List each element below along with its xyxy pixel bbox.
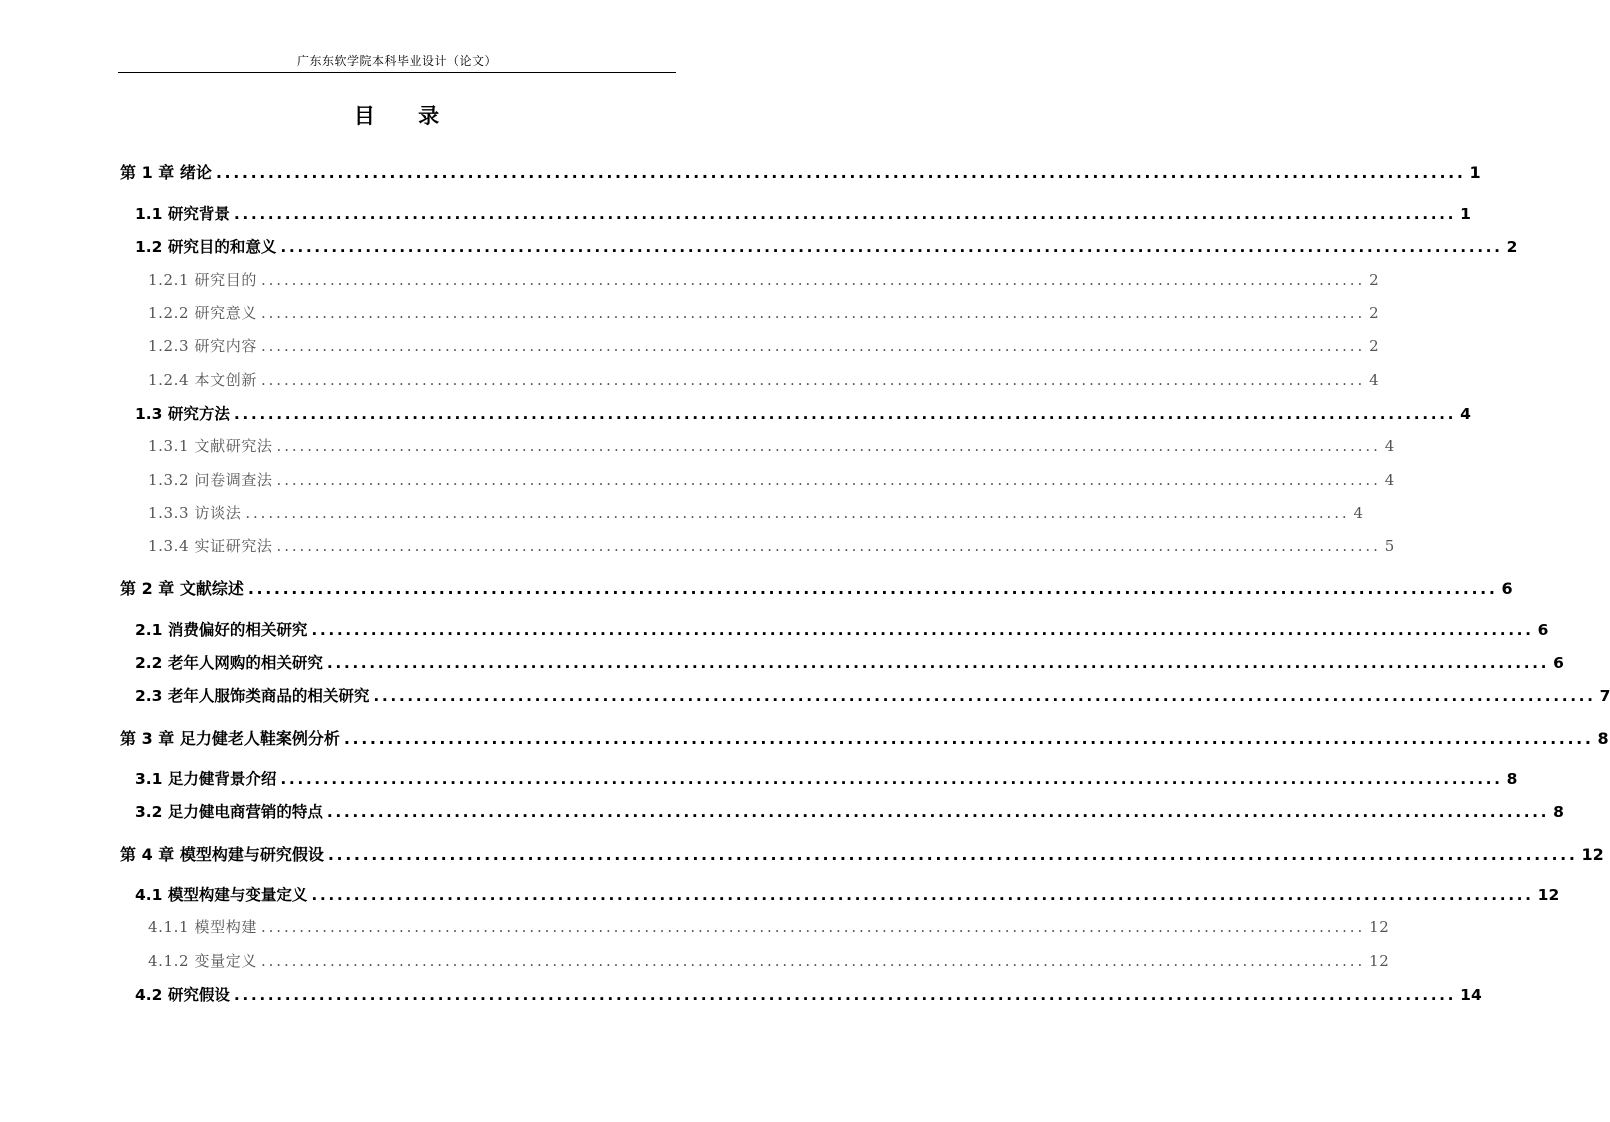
toc-entry-label: 1.2.4 本文创新 bbox=[148, 371, 257, 389]
toc-entry-page: 8 bbox=[1553, 803, 1564, 821]
dot-leader: ................................................................................................................................................ bbox=[215, 163, 1466, 182]
toc-entry-page: 4 bbox=[1460, 405, 1471, 423]
toc-entry-label: 2.3 老年人服饰类商品的相关研究 bbox=[135, 687, 370, 705]
dot-leader: ................................................................................................................................................ bbox=[280, 770, 1503, 788]
toc-entry-page: 2 bbox=[1369, 304, 1380, 322]
toc-entry-label: 1.3.1 文献研究法 bbox=[148, 437, 273, 455]
toc-entry-page: 4 bbox=[1384, 437, 1395, 455]
toc-entry-page: 7 bbox=[1599, 687, 1610, 705]
toc-entry-1-2-1[interactable] bbox=[148, 269, 1380, 290]
toc-entry-1-1[interactable] bbox=[135, 202, 1471, 224]
toc-entry-label: 1.3.2 问卷调查法 bbox=[148, 471, 273, 489]
toc-entry-4-1-2[interactable] bbox=[148, 950, 1390, 971]
toc-entry-label: 第 2 章 文献综述 bbox=[120, 579, 244, 598]
toc-entry-1-2[interactable] bbox=[135, 235, 1518, 257]
toc-entry-label: 3.1 足力健背景介绍 bbox=[135, 770, 277, 788]
toc-entry-label: 4.2 研究假设 bbox=[135, 986, 230, 1004]
dot-leader: ................................................................................................................................................ bbox=[260, 371, 1366, 389]
toc-entry-page: 4 bbox=[1369, 371, 1380, 389]
dot-leader: ................................................................................................................................................ bbox=[326, 654, 1550, 672]
toc-entry-1-2-2[interactable] bbox=[148, 302, 1380, 323]
dot-leader: ................................................................................................................................................ bbox=[260, 952, 1366, 970]
toc-entry-1-2-3[interactable] bbox=[148, 335, 1380, 356]
toc-entry-chapter-1[interactable] bbox=[120, 160, 1481, 183]
toc-entry-page: 8 bbox=[1506, 770, 1518, 788]
toc-entry-3-1[interactable] bbox=[135, 767, 1518, 789]
toc-entry-label: 1.2.1 研究目的 bbox=[148, 271, 257, 289]
dot-leader: ................................................................................................................................................ bbox=[343, 729, 1594, 748]
toc-entry-page: 12 bbox=[1369, 918, 1390, 936]
toc-entry-2-2[interactable] bbox=[135, 651, 1564, 673]
toc-entry-1-3-3[interactable] bbox=[148, 502, 1364, 523]
toc-entry-label: 第 1 章 绪论 bbox=[120, 163, 212, 182]
toc-entry-page: 8 bbox=[1597, 729, 1609, 748]
toc-entry-4-1-1[interactable] bbox=[148, 916, 1390, 937]
toc-entry-label: 1.3.4 实证研究法 bbox=[148, 537, 273, 555]
toc-entry-4-2[interactable] bbox=[135, 983, 1482, 1005]
dot-leader: ................................................................................................................................................ bbox=[260, 337, 1366, 355]
dot-leader: ................................................................................................................................................ bbox=[326, 803, 1550, 821]
toc-title: 目 录 bbox=[353, 104, 458, 128]
toc-entry-chapter-3[interactable] bbox=[120, 726, 1609, 749]
toc-entry-page: 14 bbox=[1460, 986, 1482, 1004]
dot-leader: ................................................................................................................................................ bbox=[311, 621, 1534, 639]
toc-entry-label: 1.2 研究目的和意义 bbox=[135, 238, 277, 256]
toc-entry-label: 1.3 研究方法 bbox=[135, 405, 230, 423]
toc-entry-page: 5 bbox=[1384, 537, 1395, 555]
dot-leader: ................................................................................................................................................ bbox=[276, 471, 1381, 489]
toc-entry-page: 4 bbox=[1353, 504, 1364, 522]
toc-entry-2-3[interactable] bbox=[135, 684, 1610, 706]
toc-entry-chapter-4[interactable] bbox=[120, 842, 1604, 865]
toc-entry-label: 4.1 模型构建与变量定义 bbox=[135, 886, 308, 904]
dot-leader: ................................................................................................................................................ bbox=[280, 238, 1503, 256]
toc-entry-page: 12 bbox=[1581, 845, 1604, 864]
toc-entry-label: 1.3.3 访谈法 bbox=[148, 504, 242, 522]
toc-entry-1-3[interactable] bbox=[135, 402, 1471, 424]
toc-entry-label: 2.1 消费偏好的相关研究 bbox=[135, 621, 308, 639]
toc-entry-label: 2.2 老年人网购的相关研究 bbox=[135, 654, 323, 672]
toc-entry-label: 3.2 足力健电商营销的特点 bbox=[135, 803, 323, 821]
toc-entry-page: 6 bbox=[1537, 621, 1549, 639]
dot-leader: ................................................................................................................................................ bbox=[260, 918, 1366, 936]
toc-entry-page: 6 bbox=[1501, 579, 1513, 598]
dot-leader: ................................................................................................................................................ bbox=[311, 886, 1534, 904]
toc-entry-4-1[interactable] bbox=[135, 883, 1560, 905]
toc-entry-page: 2 bbox=[1369, 271, 1380, 289]
dot-leader: ................................................................................................................................................ bbox=[233, 405, 1457, 423]
toc-entry-3-2[interactable] bbox=[135, 800, 1564, 822]
dot-leader: ................................................................................................................................................ bbox=[276, 537, 1381, 555]
toc-entry-1-3-2[interactable] bbox=[148, 469, 1395, 490]
dot-leader: ................................................................................................................................................ bbox=[233, 205, 1457, 223]
dot-leader: ................................................................................................................................................ bbox=[245, 504, 1350, 522]
toc-entry-label: 4.1.1 模型构建 bbox=[148, 918, 257, 936]
toc-entry-label: 第 4 章 模型构建与研究假设 bbox=[120, 845, 324, 864]
toc-entry-page: 12 bbox=[1369, 952, 1390, 970]
toc-entry-label: 1.2.3 研究内容 bbox=[148, 337, 257, 355]
toc-entry-1-3-1[interactable] bbox=[148, 435, 1395, 456]
toc-entry-label: 4.1.2 变量定义 bbox=[148, 952, 257, 970]
dot-leader: ................................................................................................................................................ bbox=[276, 437, 1381, 455]
dot-leader: ................................................................................................................................................ bbox=[260, 271, 1366, 289]
toc-entry-page: 6 bbox=[1553, 654, 1564, 672]
page-header: 广东东软学院本科毕业设计（论文） bbox=[296, 54, 497, 68]
toc-entry-chapter-2[interactable] bbox=[120, 576, 1513, 599]
toc-entry-1-3-4[interactable] bbox=[148, 535, 1395, 556]
toc-entry-1-2-4[interactable] bbox=[148, 369, 1380, 390]
toc-entry-label: 第 3 章 足力健老人鞋案例分析 bbox=[120, 729, 340, 748]
toc-entry-2-1[interactable] bbox=[135, 618, 1549, 640]
toc-entry-page: 1 bbox=[1469, 163, 1481, 182]
dot-leader: ................................................................................................................................................ bbox=[233, 986, 1457, 1004]
dot-leader: ................................................................................................................................................ bbox=[260, 304, 1366, 322]
dot-leader: ................................................................................................................................................ bbox=[247, 579, 1498, 598]
dot-leader: ................................................................................................................................................ bbox=[373, 687, 1596, 705]
toc-entry-label: 1.1 研究背景 bbox=[135, 205, 230, 223]
toc-entry-page: 2 bbox=[1369, 337, 1380, 355]
toc-entry-page: 4 bbox=[1384, 471, 1395, 489]
toc-entry-page: 12 bbox=[1537, 886, 1560, 904]
toc-entry-page: 1 bbox=[1460, 205, 1471, 223]
toc-entry-label: 1.2.2 研究意义 bbox=[148, 304, 257, 322]
dot-leader: ................................................................................................................................................ bbox=[327, 845, 1578, 864]
toc-entry-page: 2 bbox=[1506, 238, 1518, 256]
